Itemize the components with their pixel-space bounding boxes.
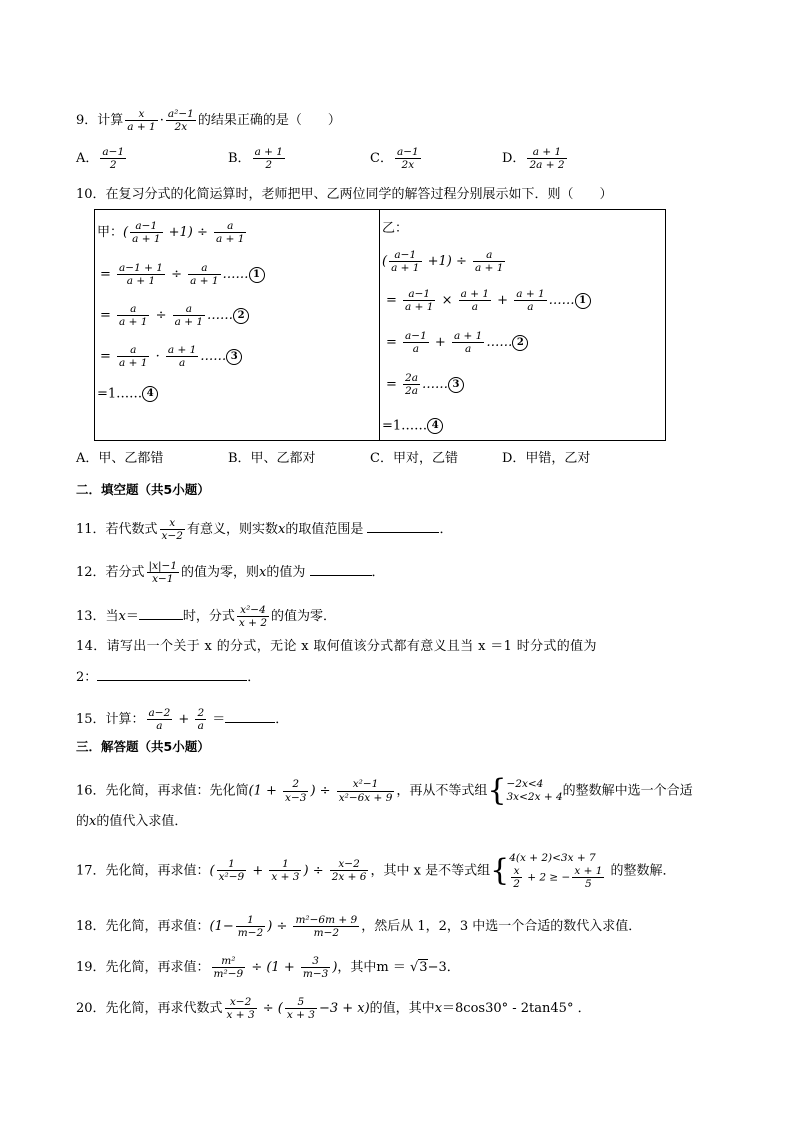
- jia-line-1: 甲：( $\frac{a-1}{a + 1}$ +1) ÷ $\frac{a}{a + 1}$: [97, 220, 245, 246]
- q10-option-c: C．甲对，乙错: [370, 451, 458, 466]
- jia-line-2: = $\frac{a-1 + 1}{a + 1}$ ÷ $\frac{a}{a + 1}$ …… 1: [100, 262, 265, 287]
- q18: 18．先化简，再求值：(1− $\frac{1}{m-2}$ ) ÷ $\frac{\text{m²−6m + 9}}{m-2}$ ，然后从 1，2，3 中选一个合适的数代入求值．: [76, 914, 642, 940]
- step-marker-1: 1: [249, 267, 265, 283]
- q9-stem: 9．计算 $\frac{x}{a + 1}$ · $\frac{\text{a²−1}}{2x}$ 的结果正确的是（ ）: [76, 108, 341, 134]
- q11: 11．若代数式 $\frac{x}{x-2}$ 有意义，则实数x的取值范围是 ．: [76, 517, 453, 543]
- inequality-system: −2x<4 3x<2x + 4: [506, 778, 563, 803]
- jia-label: 甲：: [97, 225, 124, 241]
- answer-blank: [97, 679, 247, 681]
- q9-fraction-2: $\frac{\text{a²−1}}{2x}$: [167, 108, 194, 134]
- q9-option-d: D． $\frac{a + 1}{2a + 2}$: [502, 146, 565, 172]
- inequality-system: 4(x + 2)<3x + 7 $\frac{x}{2}$ + 2 ≥ − $\frac{x + 1}{5}$: [509, 852, 603, 890]
- left-brace-icon: {: [487, 773, 507, 808]
- step-marker-1: 1: [575, 293, 591, 309]
- q10-option-b: B．甲、乙都对: [228, 451, 316, 466]
- q20: 20．先化简，再求代数式 $\frac{x-2}{x + 3}$ ÷ ( $\frac{5}{x + 3}$ −3 + x)的值，其中x＝8cos30° - 2tan45° ．: [76, 996, 591, 1022]
- q9-option-c: C． $\frac{a-1}{2x}$: [370, 146, 419, 172]
- section-heading-fill-in: 二．填空题（共5小题）: [76, 482, 210, 497]
- answer-blank: [139, 618, 183, 620]
- jia-line-3: = $\frac{a}{a + 1}$ ÷ $\frac{a}{a + 1}$ …… 2: [100, 303, 249, 328]
- q12: 12．若分式 $\frac{|x|-1}{x-1}$ 的值为零，则x的值为 ．: [76, 560, 385, 586]
- step-marker-2: 2: [512, 335, 528, 351]
- q14-line-1: 14．请写出一个关于 x 的分式，无论 x 取何值该分式都有意义且当 x ＝1 时分式的值为: [76, 639, 597, 654]
- step-marker-2: 2: [233, 308, 249, 324]
- step-marker-3: 3: [226, 349, 242, 365]
- answer-blank: [367, 531, 439, 533]
- q16-line-2: 的x的值代入求值．: [76, 814, 188, 829]
- q10-table-divider: [379, 209, 380, 440]
- q10-option-a: A．甲、乙都错: [76, 451, 164, 466]
- q16-line-1: 16．先化简，再求值：先化简(1 + $\frac{2}{x-3}$ ) ÷ $\frac{\text{x²−1}}{\text{x²−6x + 9}}$ ，再从不等式组{ −2x<4 3x<2x + 4 的整数解中选一个合适: [76, 773, 693, 808]
- answer-blank: [310, 574, 372, 576]
- step-marker-4: 4: [427, 418, 443, 434]
- q19: 19．先化简，再求值： $\frac{\text{m²}}{\text{m²−9}}$ ÷ (1 + $\frac{3}{m-3}$ )，其中m ＝ √3−3．: [76, 955, 460, 981]
- sqrt-icon: √: [410, 960, 419, 976]
- yi-label: 乙：: [382, 221, 409, 236]
- q9-number: 9．: [76, 113, 98, 129]
- q10-option-d: D．甲错，乙对: [502, 451, 591, 466]
- q13: 13．当x＝ 时，分式 $\frac{\text{x²−4}}{x + 2}$ 的值为零．: [76, 604, 337, 630]
- q14-line-2: 2： ．: [76, 670, 261, 685]
- yi-line-3: = $\frac{a-1}{a}$ + $\frac{a + 1}{a}$ …… 2: [386, 330, 528, 355]
- jia-line-5: =1…… 4: [97, 386, 158, 402]
- jia-line-4: = $\frac{a}{a + 1}$ · $\frac{a + 1}{a}$ …… 3: [100, 344, 242, 369]
- left-brace-icon: {: [490, 852, 510, 888]
- q9-prefix: 计算: [97, 113, 124, 129]
- q9-option-a: A． $\frac{a-1}{2}$: [76, 146, 125, 172]
- step-marker-4: 4: [142, 386, 158, 402]
- section-heading-solve: 三．解答题（共5小题）: [76, 739, 210, 754]
- step-marker-3: 3: [448, 377, 464, 393]
- q9-fraction-1: $\frac{x}{a + 1}$: [127, 108, 156, 134]
- q9-suffix: 的结果正确的是（ ）: [197, 113, 341, 129]
- yi-line-2: = $\frac{a-1}{a + 1}$ × $\frac{a + 1}{a}$ + $\frac{a + 1}{a}$ …… 1: [386, 288, 591, 313]
- answer-blank: [225, 721, 275, 723]
- q15: 15．计算： $\frac{a-2}{a}$ + $\frac{2}{a}$ ＝ ．: [76, 707, 289, 733]
- q9-option-b: B． $\frac{a + 1}{2}$: [228, 146, 283, 172]
- yi-line-4: = $\frac{2a}{2a}$ …… 3: [386, 372, 464, 397]
- yi-line-1: ( $\frac{a-1}{a + 1}$ +1) ÷ $\frac{a}{a + 1}$: [382, 249, 504, 275]
- yi-line-5: =1…… 4: [382, 418, 443, 434]
- q17: 17．先化简，再求值：( $\frac{1}{\text{x²−9}}$ + $\frac{1}{x + 3}$ ) ÷ $\frac{x-2}{2x + 6}$ ，其中 x 是不等式组{ 4(x + 2)<3x + 7 $\frac{x}{2}$ + 2 ≥ − $\frac{x + 1}{5}$ 的整数解．: [76, 852, 676, 890]
- q10-stem: 10．在复习分式的化简运算时，老师把甲、乙两位同学的解答过程分别展示如下．则（ ）: [76, 187, 613, 202]
